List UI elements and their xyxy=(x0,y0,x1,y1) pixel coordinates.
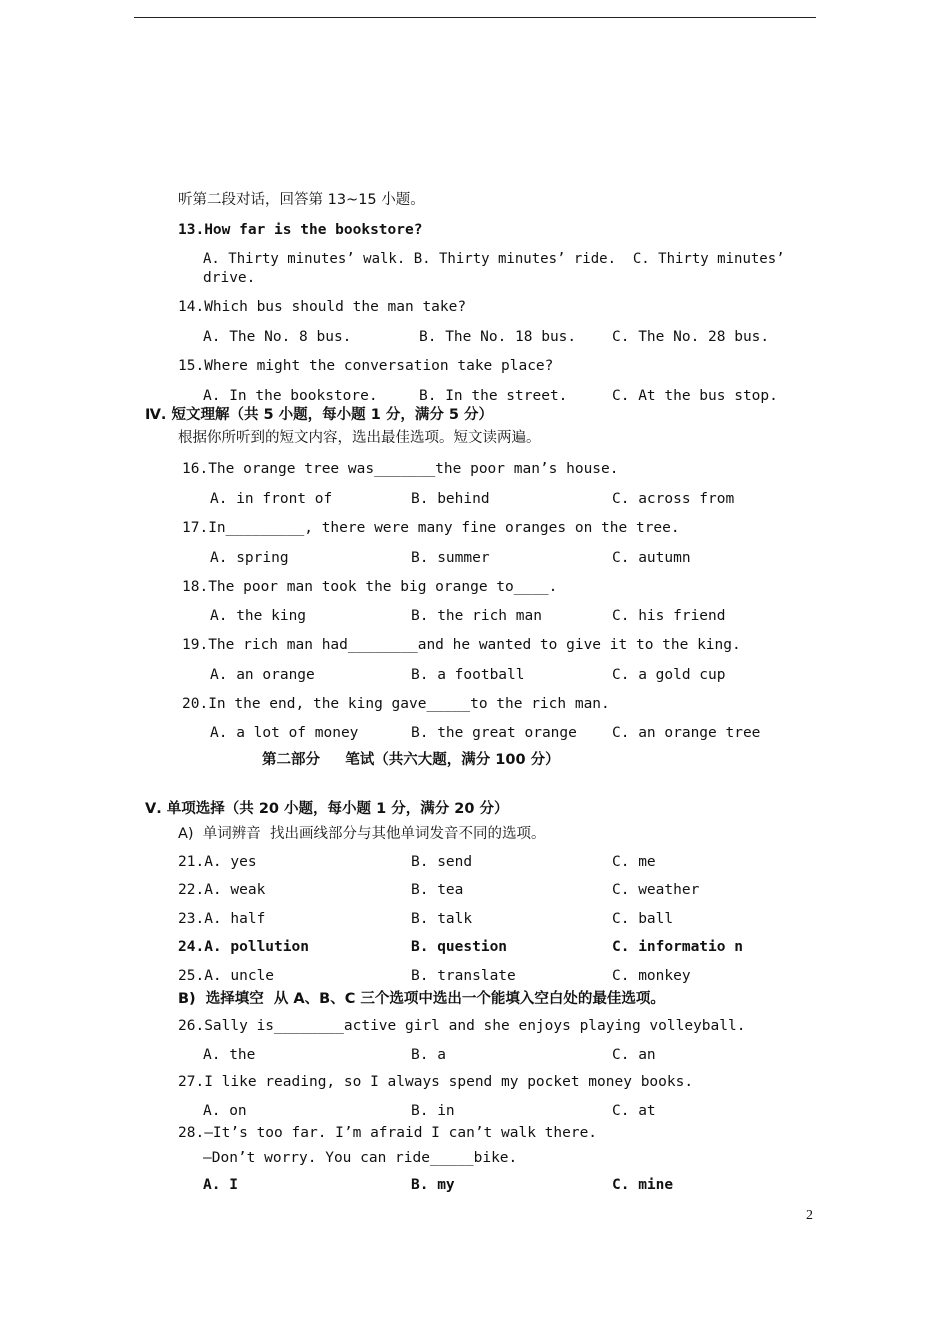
question-19: 19.The rich man had________and he wanted to give it to the king. xyxy=(182,637,741,653)
section-5-sub-a: A) 单词辨音 找出画线部分与其他单词发音不同的选项。 xyxy=(178,826,546,842)
question-14-option-c: C. The No. 28 bus. xyxy=(612,329,770,345)
question-28-option-b: B. my xyxy=(411,1177,455,1193)
question-25-option-c: C. monkey xyxy=(612,968,691,984)
question-22-option-c: C. weather xyxy=(612,882,700,898)
section-5-heading: Ⅴ. 单项选择（共 20 小题，每小题 1 分，满分 20 分） xyxy=(145,801,509,817)
question-28-reply: —Don’t worry. You can ride_____bike. xyxy=(203,1150,518,1166)
question-21: 21.A. yes xyxy=(178,854,257,870)
question-18-option-c: C. his friend xyxy=(612,608,726,624)
question-23-option-c: C. ball xyxy=(612,911,674,927)
question-16-option-c: C. across from xyxy=(612,491,735,507)
section-4-instruction: 根据你所听到的短文内容，选出最佳选项。短文读两遍。 xyxy=(178,430,541,446)
question-26-option-c: C. an xyxy=(612,1047,656,1063)
question-19-option-b: B. a football xyxy=(411,667,525,683)
question-25: 25.A. uncle xyxy=(178,968,275,984)
question-13-options: A. Thirty minutes’ walk. B. Thirty minutes’ ride. C. Thirty minutes’ xyxy=(203,251,785,267)
question-27: 27.I like reading, so I always spend my pocket money books. xyxy=(178,1074,694,1090)
question-20-option-c: C. an orange tree xyxy=(612,725,761,741)
question-25-option-b: B. translate xyxy=(411,968,516,984)
question-28: 28.—It’s too far. I’m afraid I can’t walk there. xyxy=(178,1125,598,1141)
listening-intro: 听第二段对话，回答第 13~15 小题。 xyxy=(178,192,425,208)
question-13: 13.How far is the bookstore? xyxy=(178,222,423,238)
question-27-option-b: B. in xyxy=(411,1103,455,1119)
question-23-option-b: B. talk xyxy=(411,911,473,927)
question-16-option-a: A. in front of xyxy=(210,491,333,507)
question-21-option-b: B. send xyxy=(411,854,473,870)
question-17-option-a: A. spring xyxy=(210,550,289,566)
section-4-heading: Ⅳ. 短文理解（共 5 小题，每小题 1 分，满分 5 分） xyxy=(145,407,494,423)
question-18: 18.The poor man took the big orange to____. xyxy=(182,579,558,595)
question-18-option-b: B. the rich man xyxy=(411,608,542,624)
section-5-sub-b: B) 选择填空 从 A、B、C 三个选项中选出一个能填入空白处的最佳选项。 xyxy=(178,991,665,1007)
question-18-option-a: A. the king xyxy=(210,608,307,624)
question-22-option-b: B. tea xyxy=(411,882,464,898)
question-28-option-c: C. mine xyxy=(612,1177,674,1193)
header-rule xyxy=(134,17,816,18)
question-22: 22.A. weak xyxy=(178,882,266,898)
question-20-option-b: B. the great orange xyxy=(411,725,577,741)
question-27-option-c: C. at xyxy=(612,1103,656,1119)
question-26-option-b: B. a xyxy=(411,1047,446,1063)
question-17-option-b: B. summer xyxy=(411,550,490,566)
question-13-options-cont: drive. xyxy=(203,270,256,286)
question-20: 20.In the end, the king gave_____to the rich man. xyxy=(182,696,610,712)
question-14-option-b: B. The No. 18 bus. xyxy=(419,329,577,345)
question-19-option-c: C. a gold cup xyxy=(612,667,726,683)
question-26: 26.Sally is________active girl and she enjoys playing volleyball. xyxy=(178,1018,746,1034)
question-23: 23.A. half xyxy=(178,911,266,927)
question-14-option-a: A. The No. 8 bus. xyxy=(203,329,352,345)
question-26-option-a: A. the xyxy=(203,1047,256,1063)
question-27-option-a: A. on xyxy=(203,1103,247,1119)
question-15-option-c: C. At the bus stop. xyxy=(612,388,778,404)
part-2-heading: 第二部分 笔试（共六大题，满分 100 分） xyxy=(262,752,560,768)
question-14: 14.Which bus should the man take? xyxy=(178,299,467,315)
question-24-option-c: C. informatio n xyxy=(612,939,743,955)
question-16-option-b: B. behind xyxy=(411,491,490,507)
question-24-option-b: B. question xyxy=(411,939,508,955)
question-17-option-c: C. autumn xyxy=(612,550,691,566)
question-17: 17.In_________, there were many fine oranges on the tree. xyxy=(182,520,680,536)
question-21-option-c: C. me xyxy=(612,854,656,870)
page-number: 2 xyxy=(806,1208,813,1223)
question-20-option-a: A. a lot of money xyxy=(210,725,359,741)
question-15-option-b: B. In the street. xyxy=(419,388,568,404)
question-15: 15.Where might the conversation take place? xyxy=(178,358,554,374)
question-16: 16.The orange tree was_______the poor man’s house. xyxy=(182,461,619,477)
question-24: 24.A. pollution xyxy=(178,939,309,955)
question-19-option-a: A. an orange xyxy=(210,667,315,683)
question-15-option-a: A. In the bookstore. xyxy=(203,388,378,404)
question-28-option-a: A. I xyxy=(203,1177,238,1193)
